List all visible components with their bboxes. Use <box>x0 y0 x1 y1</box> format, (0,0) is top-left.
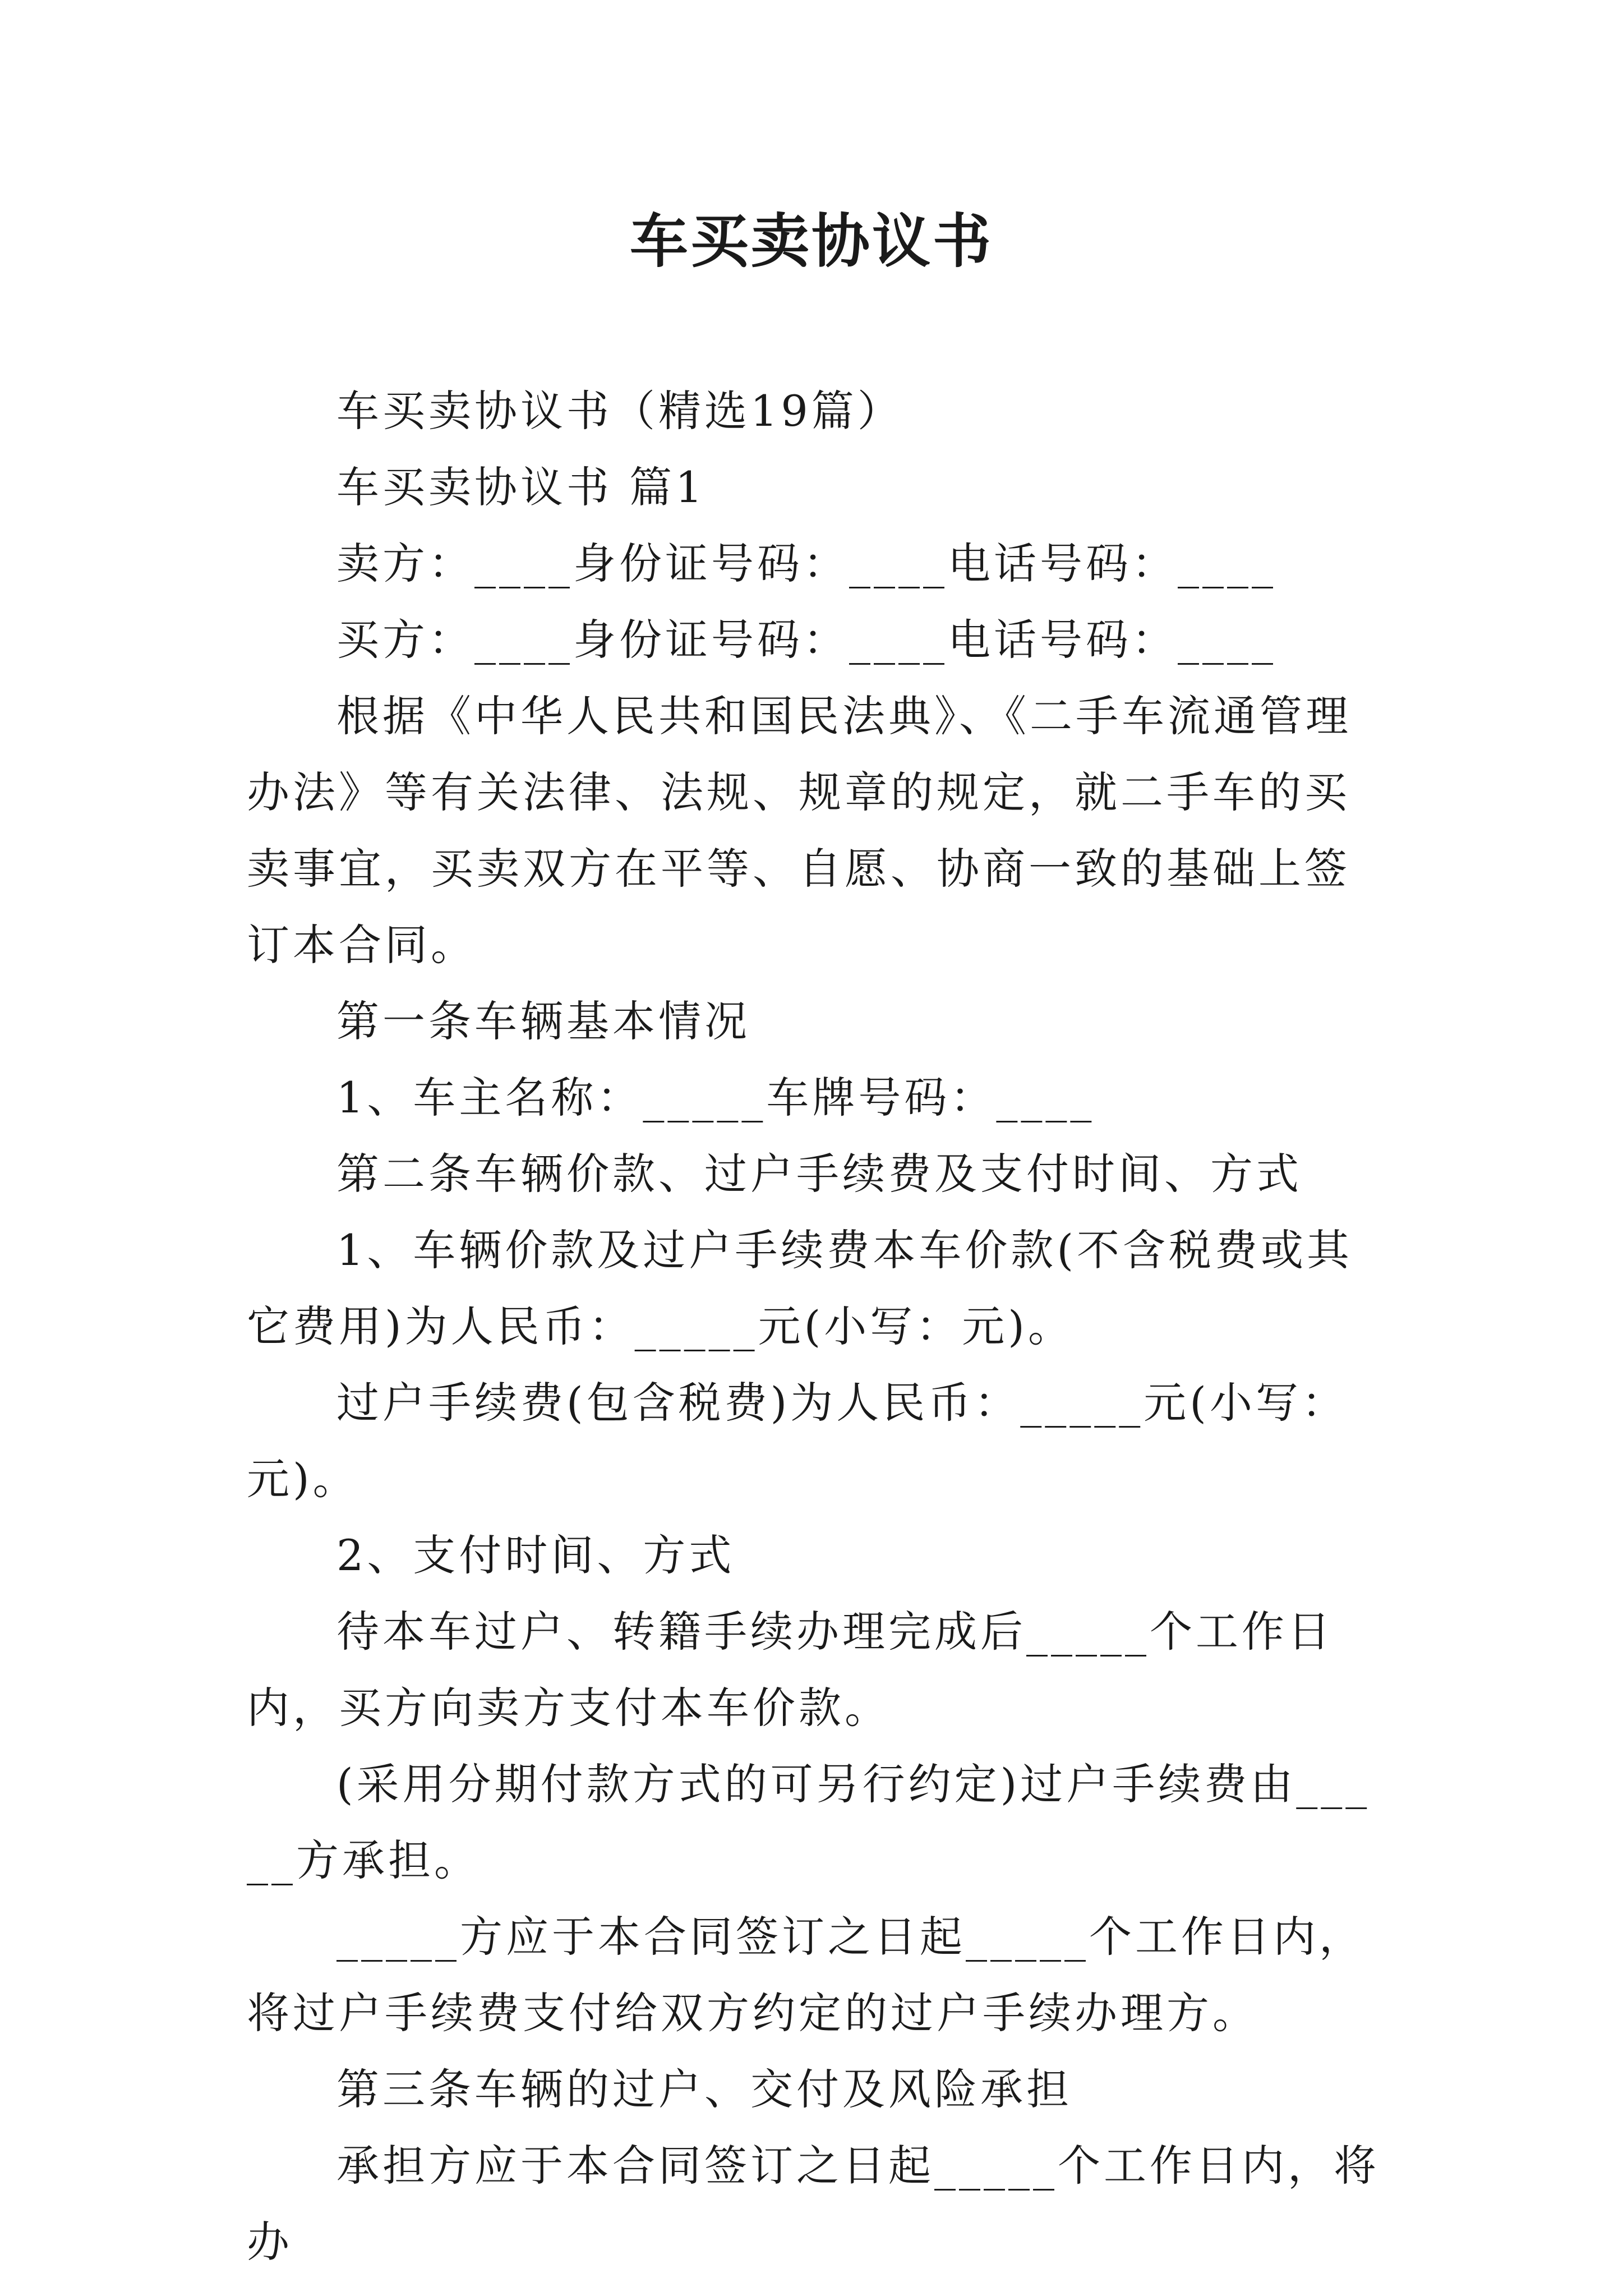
paragraph: 1、车辆价款及过户手续费本车价款(不含税费或其它费用)为人民币：_____元(小写：元)。 <box>247 1225 1353 1351</box>
paragraph: 车买卖协议书 篇1 <box>336 462 706 512</box>
paragraph: 1、车主名称：_____车牌号码：____ <box>336 1073 1095 1122</box>
paragraph: 根据《中华人民共和国民法典》、《二手车流通管理办法》等有关法律、法规、规章的规定，就二手车的买卖事宜，买卖双方在平等、自愿、协商一致的基础上签订本合同。 <box>247 691 1352 970</box>
paragraph: 买方：____身份证号码：____电话号码：____ <box>336 615 1276 665</box>
paragraph: 第三条车辆的过户、交付及风险承担 <box>336 2064 1072 2114</box>
paragraph: 第一条车辆基本情况 <box>336 996 750 1046</box>
document-title: 车买卖协议书 <box>629 206 993 275</box>
paragraph: 2、支付时间、方式 <box>336 1530 735 1580</box>
paragraph: (采用分期付款方式的可另行约定)过户手续费由_____方承担。 <box>247 1759 1371 1885</box>
paragraph: 车买卖协议书（精选19篇） <box>336 386 903 436</box>
paragraph: 卖方：____身份证号码：____电话号码：____ <box>336 539 1276 588</box>
paragraph: _____方应于本合同签订之日起_____个工作日内，将过户手续费支付给双方约定的过户手续办理方。 <box>247 1912 1365 2038</box>
paragraph: 待本车过户、转籍手续办理完成后_____个工作日内，买方向卖方支付本车价款。 <box>247 1607 1334 1733</box>
document-body <box>247 373 1391 2280</box>
paragraph: 第二条车辆价款、过户手续费及支付时间、方式 <box>336 1149 1302 1199</box>
paragraph: 过户手续费(包含税费)为人民币：_____元(小写：元)。 <box>247 1378 1348 1504</box>
paragraph: 承担方应于本合同签订之日起_____个工作日内，将办 <box>247 2141 1380 2267</box>
